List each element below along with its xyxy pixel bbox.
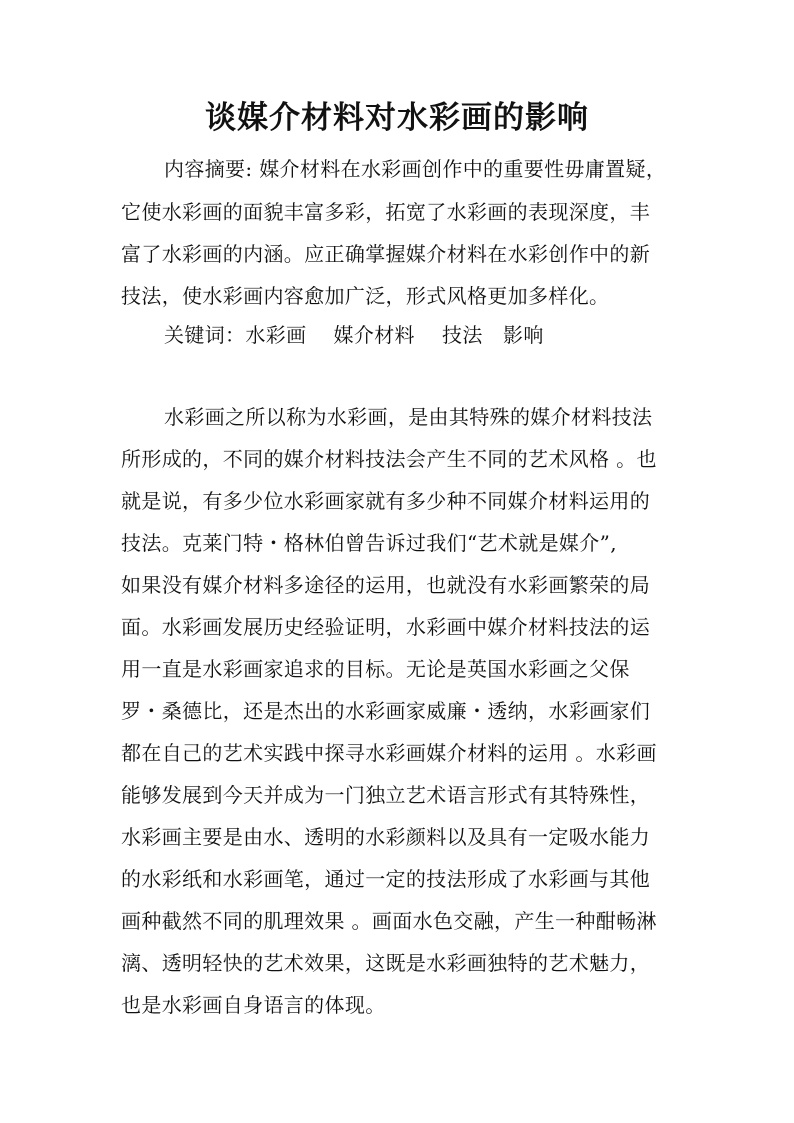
- body-line-9: 都在自己的艺术实践中探寻水彩画媒介材料的运用 。水彩画: [121, 741, 657, 765]
- body-line-3: 就是说，有多少位水彩画家就有多少种不同媒介材料运用的: [121, 489, 651, 513]
- body-line-12: 的水彩纸和水彩画笔，通过一定的技法形成了水彩画与其他: [121, 867, 651, 891]
- body-line-5: 如果没有媒介材料多途径的运用，也就没有水彩画繁荣的局: [121, 573, 651, 597]
- body-line-2: 所形成的，不同的媒介材料技法会产生不同的艺术风格 。也: [121, 447, 657, 471]
- body-line-1: 水彩画之所以称为水彩画，是由其特殊的媒介材料技法: [164, 405, 653, 429]
- body-line-13: 画种截然不同的肌理效果 。画面水色交融，产生一种酣畅淋: [121, 909, 657, 933]
- document-title: 谈媒介材料对水彩画的影响: [205, 100, 589, 136]
- body-line-7: 用一直是水彩画家追求的目标。无论是英国水彩画之父保: [121, 657, 630, 681]
- body-line-11: 水彩画主要是由水、透明的水彩颜料以及具有一定吸水能力: [121, 825, 651, 849]
- abstract-line-4: 技法，使水彩画内容愈加广泛，形式风格更加多样化。: [121, 284, 610, 308]
- abstract-line-3: 富了水彩画的内涵。应正确掌握媒介材料在水彩创作中的新: [121, 242, 651, 266]
- abstract-line-2: 它使水彩画的面貌丰富多彩，拓宽了水彩画的表现深度，丰: [121, 200, 651, 224]
- body-line-14: 漓、透明轻快的艺术效果，这既是水彩画独特的艺术魅力，: [121, 951, 651, 975]
- keywords-line: 关键词：水彩画 媒介材料 技法 影响: [164, 323, 544, 347]
- body-line-15: 也是水彩画自身语言的体现。: [121, 993, 386, 1017]
- body-line-10: 能够发展到今天并成为一门独立艺术语言形式有其特殊性，: [121, 783, 651, 807]
- abstract-line-1: 内容摘要: 媒介材料在水彩画创作中的重要性毋庸置疑，: [164, 157, 667, 181]
- body-line-6: 面。水彩画发展历史经验证明，水彩画中媒介材料技法的运: [121, 615, 651, 639]
- body-line-8: 罗・桑德比，还是杰出的水彩画家威廉・透纳，水彩画家们: [121, 699, 651, 723]
- body-line-4: 技法。克莱门特・格林伯曾告诉过我们“艺术就是媒介”,: [121, 531, 617, 555]
